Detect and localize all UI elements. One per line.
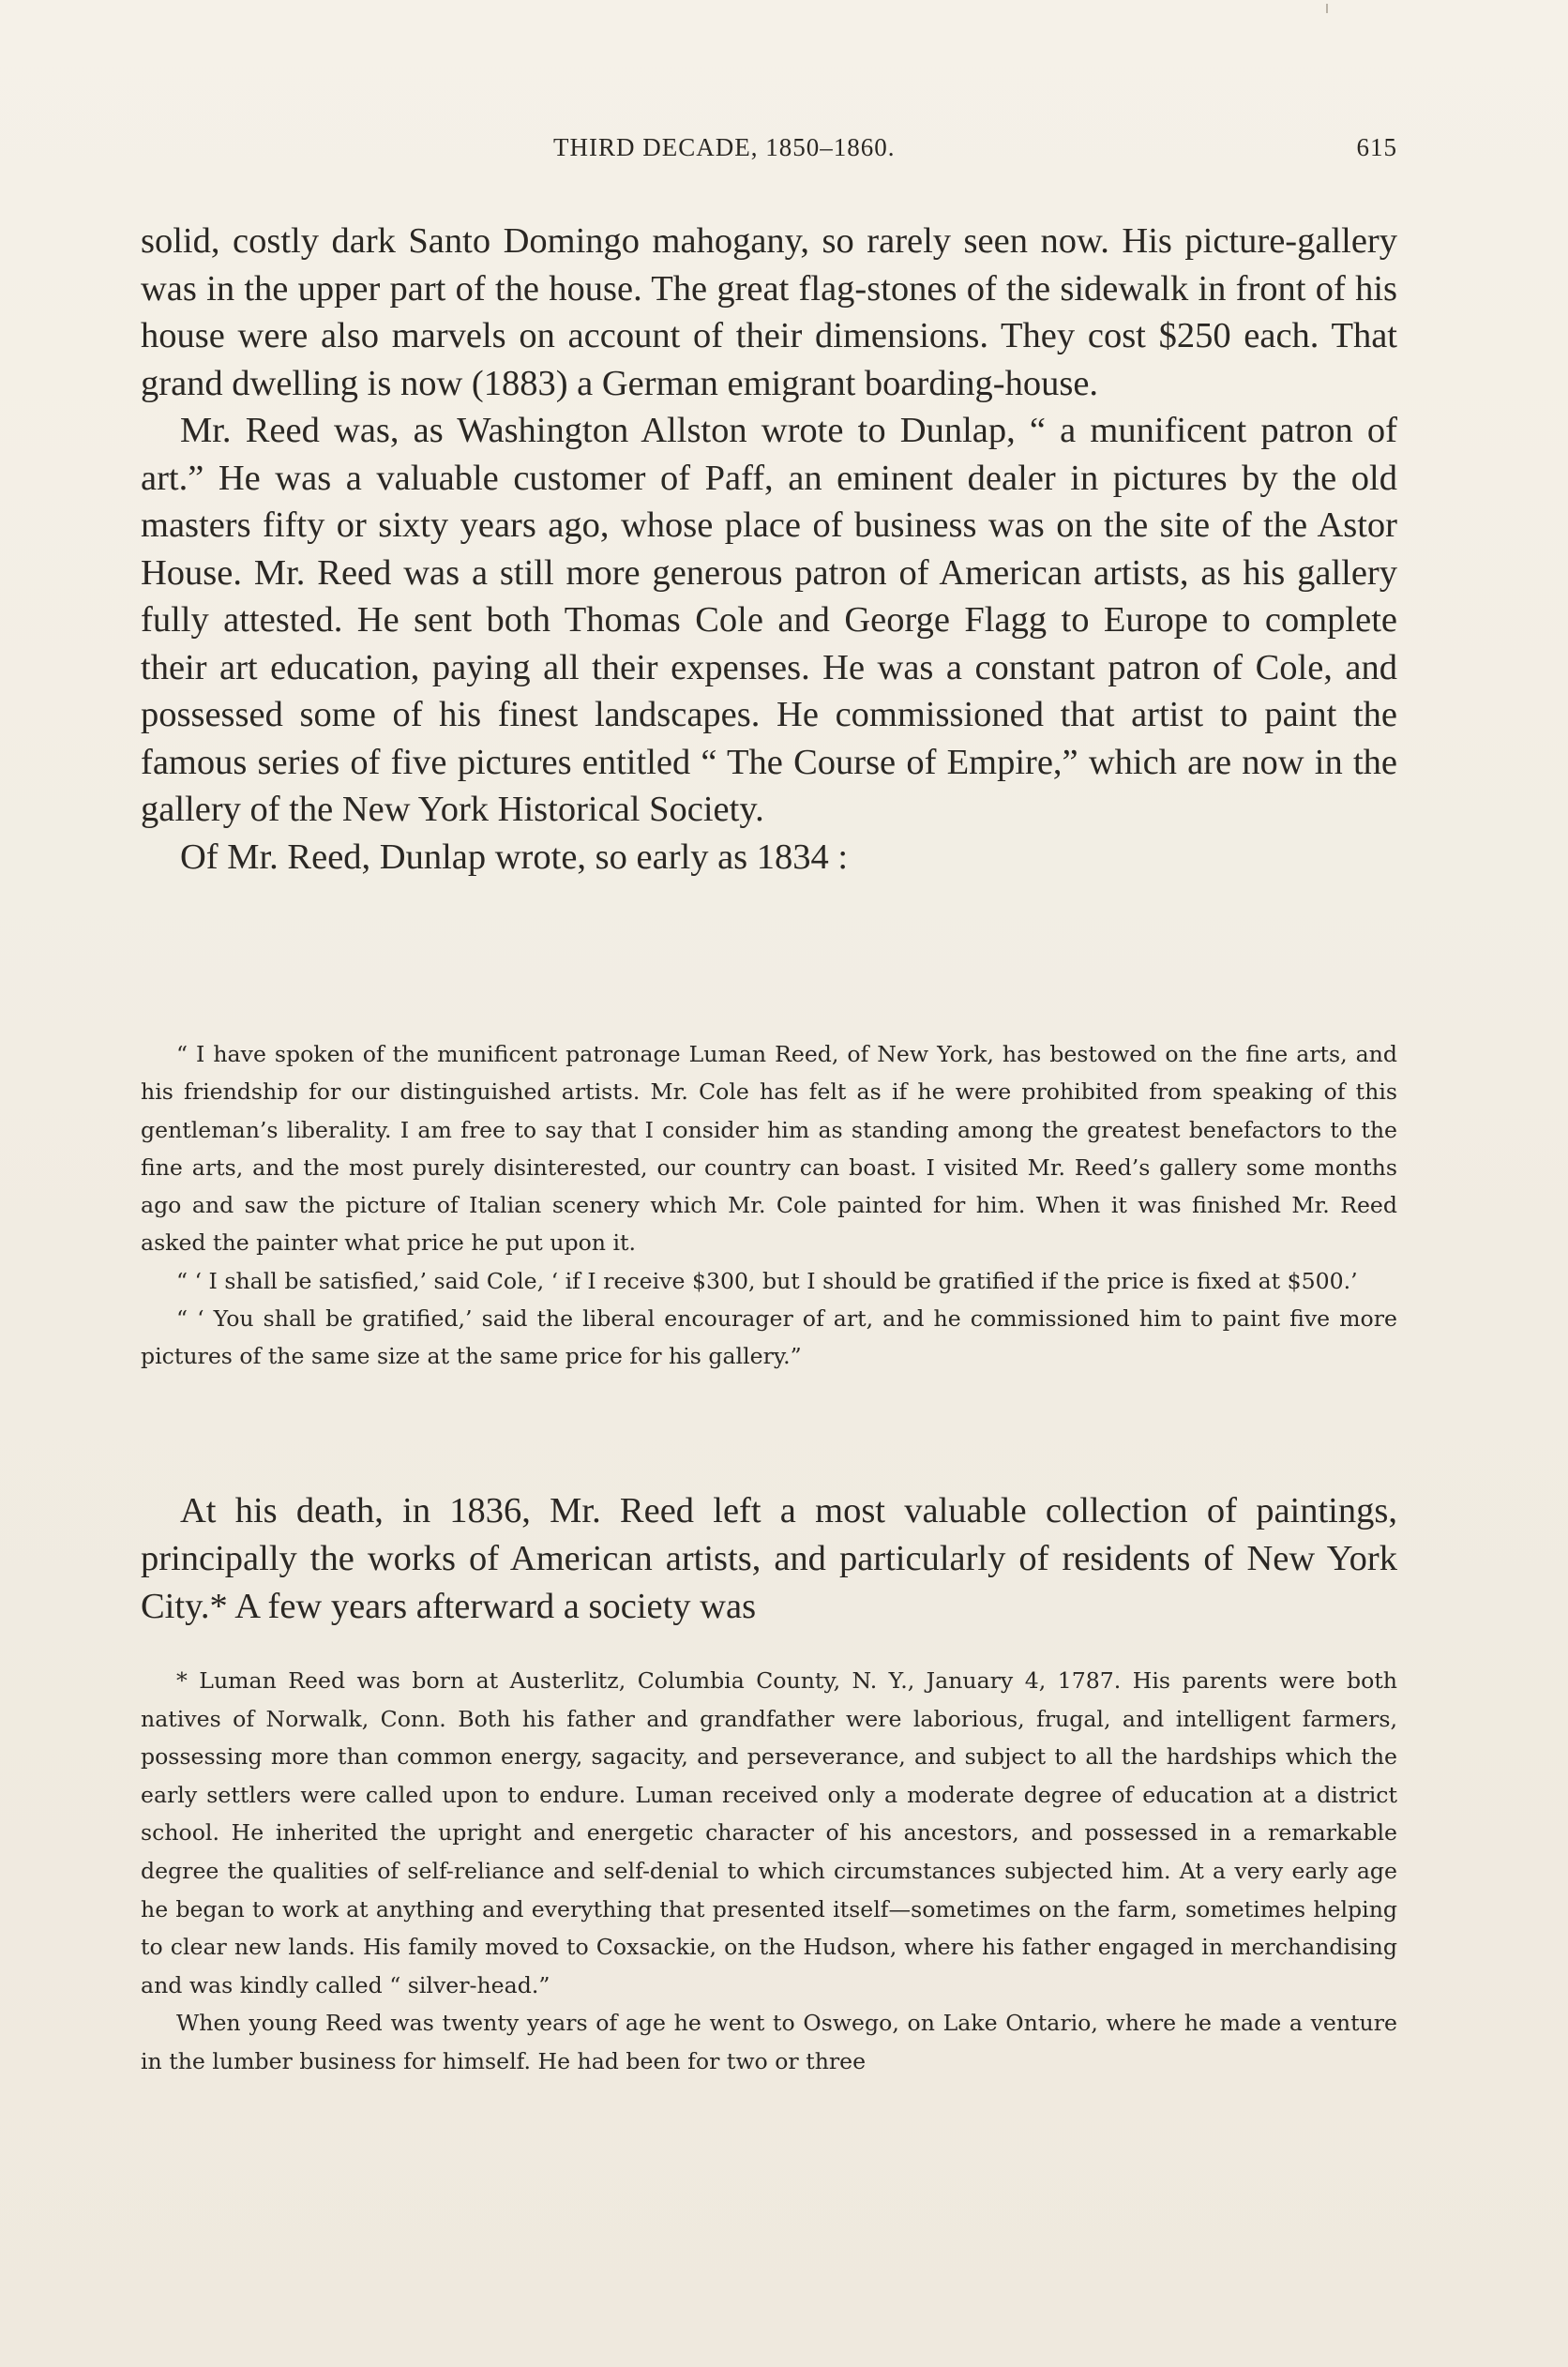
scan-speck [1326,4,1328,13]
main-text [141,218,1397,881]
running-head: THIRD DECADE, 1850–1860. [553,133,896,161]
paragraph-2: Mr. Reed was, as Washington Allston wrote to Dunlap, “ a munificent patron of art.” He was a valuable customer of Paff, an eminent dealer in pictures by the old masters fifty or sixty years ago, whose place of business was on the site of the Astor House. Mr. Reed was a still more generous patron of American artists, as his gallery fully attested. He sent both Thomas Cole and George Flagg to Europe to complete their art education, paying all their expenses. He was a constant patron of Cole, and possessed some of his finest landscapes. He commissioned that artist to paint the famous series of five pictures entitled “ The Course of Empire,” which are now in the gallery of the New York Historical Society. [141,411,1397,829]
footnote [141,1662,1397,2081]
continuation-text [141,1487,1397,1631]
page-number: 615 [1356,133,1397,161]
paragraph-3: Of Mr. Reed, Dunlap wrote, so early as 1834 : [180,837,849,877]
footnote-paragraph-2: When young Reed was twenty years of age he went to Oswego, on Lake Ontario, where he made a venture in the lumber business for himself. He had been for two or three [141,2010,1397,2074]
footnote-paragraph-1: * Luman Reed was born at Austerlitz, Columbia County, N. Y., January 4, 1787. His parents were both natives of Norwalk, Conn. Both his father and grandfather were laborious, frugal, and intelligent farmers, possessing more than common energy, sagacity, and perseverance, and subject to all the hardships which the early settlers were called upon to endure. Luman received only a moderate degree of education at a district school. He inherited the upright and energetic character of his ancestors, and possessed in a remarkable degree the qualities of self-reliance and self-denial to which circumstances subjected him. At a very early age he began to work at anything and everything that presented itself—sometimes on the farm, sometimes helping to clear new lands. His family moved to Coxsackie, on the Hudson, where his father engaged in merchandising and was kindly called “ silver-head.” [141,1667,1397,1998]
page-header [141,133,1397,171]
quote-paragraph-3: “ ‘ You shall be gratified,’ said the liberal encourager of art, and he commissioned him to paint five more pictures of the same size at the same price for his gallery.” [141,1305,1397,1370]
quote-paragraph-2: “ ‘ I shall be satisfied,’ said Cole, ‘ if I receive $300, but I should be gratified if the price is fixed at $500.’ [176,1267,1358,1294]
quote-paragraph-1: “ I have spoken of the munificent patronage Luman Reed, of New York, has bestowed on the fine arts, and his friendship for our distinguished artists. Mr. Cole has felt as if he were prohibited from speaking of this gentleman’s liberality. I am free to say that I consider him as standing among the greatest benefactors to the fine arts, and the most purely disinterested, our country can boast. I visited Mr. Reed’s gallery some months ago and saw the picture of Italian scenery which Mr. Cole painted for him. When it was finished Mr. Reed asked the painter what price he put upon it. [141,1041,1397,1257]
block-quote [141,1035,1397,1376]
paragraph-1: solid, costly dark Santo Domingo mahogany, so rarely seen now. His picture-gallery was in the upper part of the house. The great flag-stones of the sidewalk in front of his house were also marvels on account of their dimensions. They cost $250 each. That grand dwelling is now (1883) a German emigrant boarding-house. [141,221,1397,403]
paragraph-4: At his death, in 1836, Mr. Reed left a most valuable collection of paintings, principally the works of American artists, and particularly of residents of New York City.* A few years afterward a society was [141,1491,1397,1626]
